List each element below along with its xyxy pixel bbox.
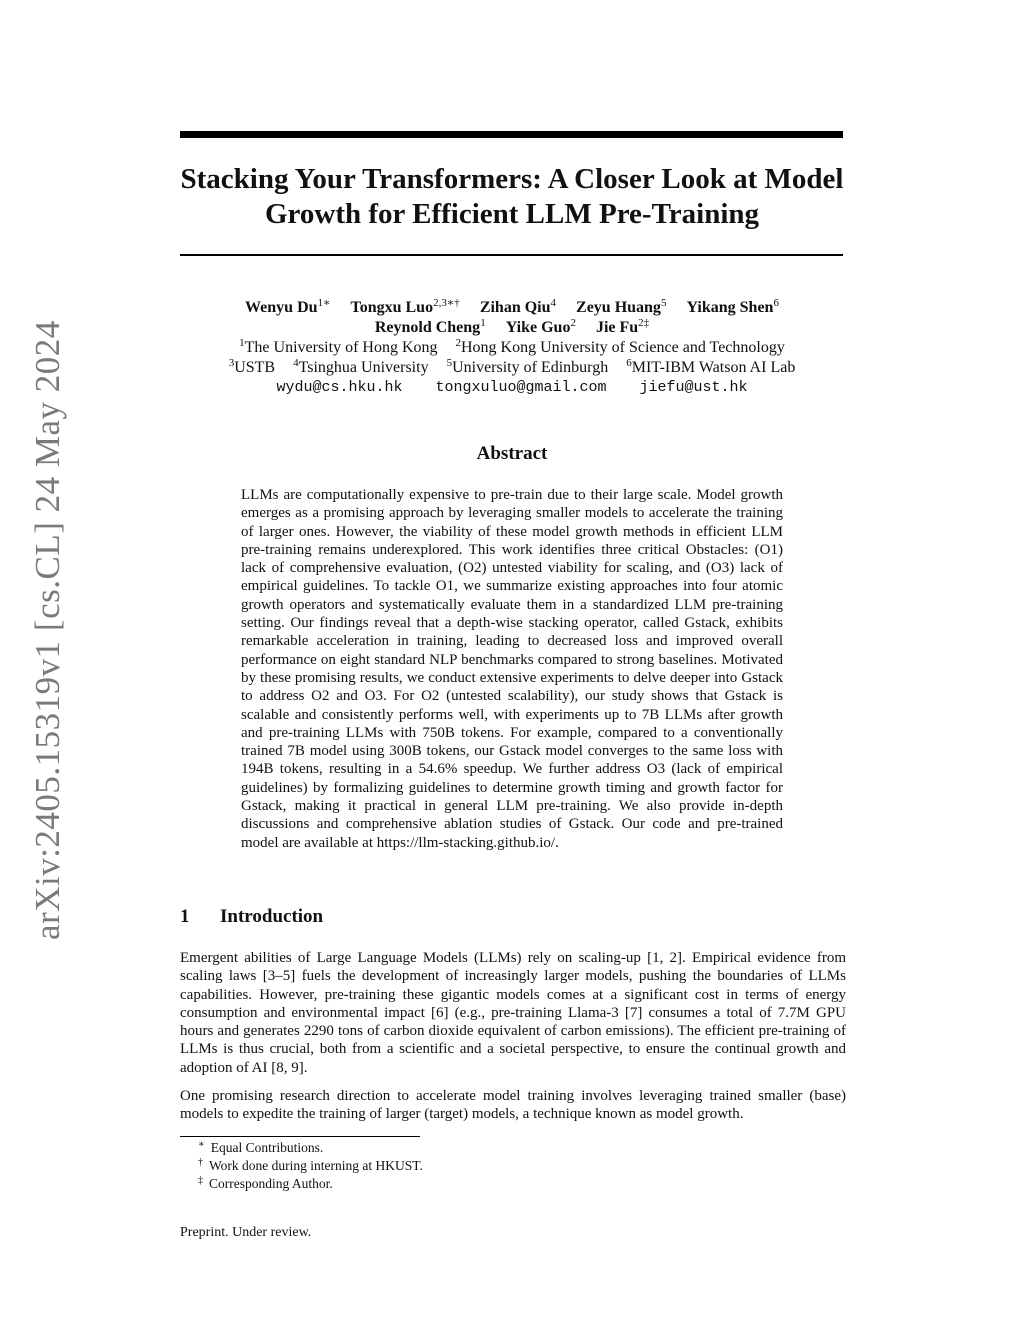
section-heading	[180, 906, 323, 928]
arxiv-identifier: arXiv:2405.15319v1 [cs.CL] 24 May 2024	[28, 320, 67, 940]
author-name: Tongxu Luo$^{2,3∗\dagger}$	[350, 297, 460, 316]
abstract-text: LLMs are computationally expensive to pre-train due to their large scale. Model growth emerges as a promising approach by leveraging smaller models to accelerate the training of larger ones. However, the viability of these model growth methods in efficient LLM pre-training remains underexplored. This work identifies three critical Obstacles: (O1) lack of comprehensive evaluation, (O2) untested viability for scaling, and (O3) lack of empirical guidelines. To tackle O1, we summarize existing approaches into four atomic growth operators and systematically evaluate them in a standardized LLM pre-training setting. Our findings reveal that a depth-wise stacking operator, called Gstack, exhibits remarkable acceleration in training, leading to decreased loss and improved overall performance on eight standard NLP benchmarks compared to strong baselines. Motivated by these promising results, we conduct extensive experiments to delve deeper into Gstack to address O2 and O3. For O2 (untested scalability), our study shows that Gstack is scalable and consistently performs well, with experiments up to 7B LLMs after growth and pre-training LLMs with 750B tokens. For example, compared to a conventionally trained 7B model using 300B tokens, our Gstack model converges to the same loss with 194B tokens, resulting in a 54.6% speedup. We further address O3 (lack of empirical guidelines) by formalizing guidelines to determine growth timing and growth factor for Gstack, making it practical in general LLM pre-training. We also provide in-depth discussions and comprehensive ablation studies of Gstack. Our code and pre-trained model are available at https://llm-stacking.github.io/.	[241, 487, 783, 851]
title-line-2: Growth for Efficient LLM Pre-Training	[264, 198, 760, 230]
title-bottom-rule	[180, 254, 843, 256]
title-top-rule	[180, 131, 843, 138]
affiliation: $^4$Tsinghua University	[293, 357, 429, 376]
author-line-1	[160, 298, 864, 318]
author-name: Reynold Cheng$^1$	[374, 317, 486, 336]
author-line-2	[160, 318, 864, 338]
abstract-heading: Abstract	[476, 443, 548, 464]
author-name: Yikang Shen$^6$	[686, 297, 779, 316]
email-address[interactable]: wydu@cs.hku.hk	[276, 379, 403, 396]
intro-paragraph-1: Emergent abilities of Large Language Models (LLMs) rely on scaling-up [1, 2]. Empirical evidence from scaling laws [3–5] fuels the development of increasingly larger models, pushing the boundaries of LLMs capabilities. However, pre-training these gigantic models comes at a significant cost in terms of energy consumption and environmental impact [6] (e.g., pre-training Llama-3 [7] consumes a total of 7.7M GPU hours and generates 2290 tons of carbon dioxide equivalent of carbon emissions). The efficient pre-training of LLMs is thus crucial, both from a scientific and a societal perspective, to ensure the continual growth and adoption of AI [8, 9].	[180, 950, 846, 1076]
author-name: Zeyu Huang$^5$	[576, 297, 667, 316]
affiliation: $^3$USTB	[228, 357, 276, 376]
footnote: ∗ Equal Contributions.	[198, 1139, 324, 1155]
author-name: Jie $Fu^{2\ddagger}$	[595, 317, 650, 336]
author-name: Zihan Qiu$^4$	[479, 297, 557, 316]
footnote: ‡ Corresponding Author.	[198, 1175, 333, 1191]
affiliation-line-1	[160, 338, 864, 358]
affiliation-line-2	[160, 358, 864, 378]
email-address[interactable]: tongxuluo@gmail.com	[435, 379, 607, 396]
affiliation: $^1$The University of Hong Kong	[239, 337, 438, 356]
email-address[interactable]: jiefu@ust.hk	[639, 379, 748, 396]
email-line	[160, 378, 864, 398]
affiliation: $^2$Hong Kong University of Science and Technology	[455, 337, 785, 356]
author-name: Wenyu $Du^{1∗}$	[245, 297, 331, 316]
affiliation: $^5$University of Edinburgh	[446, 357, 609, 376]
footnotes	[198, 1139, 423, 1193]
paper-title	[160, 162, 864, 232]
section-title: Introduction	[220, 906, 324, 927]
author-name: Yike Guo$^2$	[505, 317, 576, 336]
affiliation: $^6$MIT-IBM Watson AI Lab	[626, 357, 796, 376]
title-line-1: Stacking Your Transformers: A Closer Look at Model	[180, 163, 844, 195]
footnote-rule	[180, 1136, 420, 1137]
intro-paragraph-2: One promising research direction to accelerate model training involves leveraging trained smaller (base) models to expedite the training of larger (target) models, a technique known as model growth.	[180, 1088, 846, 1123]
footnote: † Work done during interning at HKUST.	[198, 1157, 423, 1173]
preprint-note: Preprint. Under review.	[180, 1225, 312, 1240]
section-number: 1	[180, 906, 190, 927]
author-block	[160, 298, 864, 398]
